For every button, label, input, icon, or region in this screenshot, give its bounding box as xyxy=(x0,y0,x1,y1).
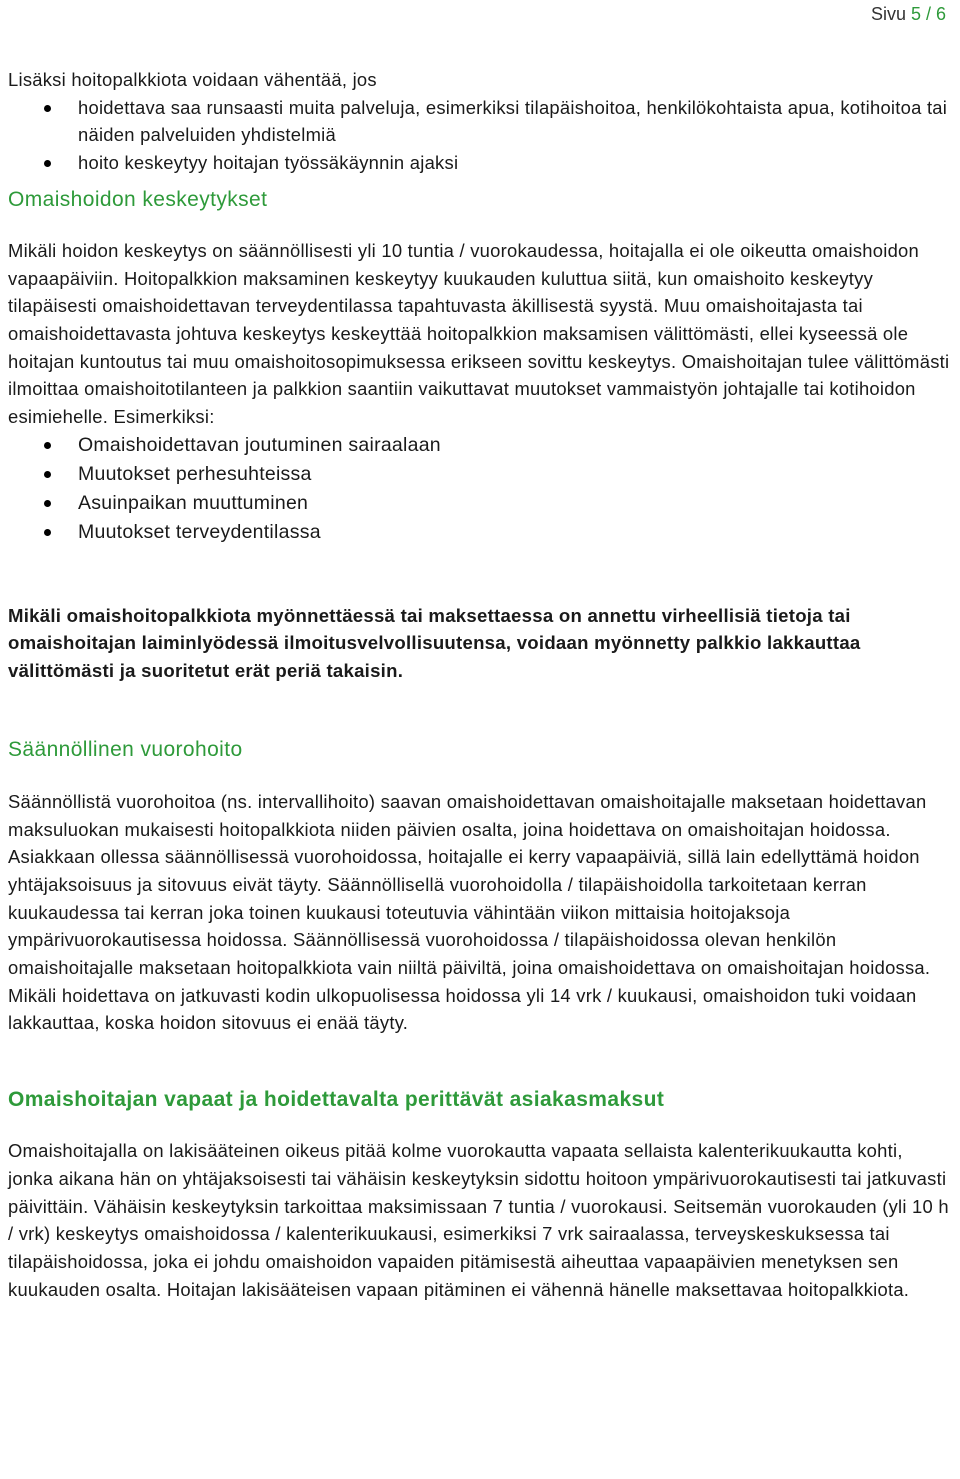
document-body xyxy=(8,66,952,1303)
page-number-value: 5 / 6 xyxy=(910,4,946,24)
section-heading-keskeytykset: Omaishoidon keskeytykset xyxy=(8,187,268,211)
warning-paragraph: Mikäli omaishoitopalkkiota myönnettäessä tai maksettaessa on annettu virheellisiä tietoja tai omaishoitajan laiminlyödessä ilmoitusvelvollisuutensa, voidaan myönnetty palkkio lakkauttaa välittömästi ja suoritetut erät periä takaisin. xyxy=(8,604,861,682)
intro-lead: Lisäksi hoitopalkkiota voidaan vähentää, jos xyxy=(8,69,377,90)
keskeytykset-list xyxy=(8,431,952,547)
list-item: Muutokset terveydentilassa xyxy=(8,518,952,547)
list-item: Asuinpaikan muuttuminen xyxy=(8,489,952,518)
page-label: Sivu xyxy=(870,4,911,24)
section-heading-vapaat: Omaishoitajan vapaat ja hoidettavalta perittävät asiakasmaksut xyxy=(8,1088,665,1112)
page-number xyxy=(871,2,946,26)
keskeytykset-paragraph: Mikäli hoidon keskeytys on säännöllisesti yli 10 tuntia / vuorokaudessa, hoitajalla ei ole oikeutta omaishoidon vapaapäiviin. Hoitopalkkion maksaminen keskeytyy kuukauden kuluttua siitä, kun omaishoito keskeytyy tilapäisesti omaishoidettavan terveydentilassa tapahtuvasta äkillisestä syystä. Muu omaishoitajasta tai omaishoidettavasta johtuva keskeytys keskeyttää hoitopalkkion maksamisen välittömästi, ellei kyseessä ole hoitajan kuntoutus tai muu omaishoitosopimuksessa erikseen sovittu keskeytys. Omaishoitajan tulee välittömästi ilmoittaa omaishoitotilanteen ja palkkion saantiin vaikuttavat muutokset vammaistyön johtajalle tai kotihoidon esimiehelle. Esimerkiksi: xyxy=(8,239,950,428)
list-item: Muutokset perhesuhteissa xyxy=(8,460,952,489)
list-item: hoito keskeytyy hoitajan työssäkäynnin ajaksi xyxy=(8,149,952,177)
section-heading-vuorohoito: Säännöllinen vuorohoito xyxy=(8,737,243,761)
vuorohoito-paragraph: Säännöllistä vuorohoitoa (ns. intervallihoito) saavan omaishoidettavan omaishoitajalle maksetaan hoidettavan maksuluokan mukaisesti hoitopalkkiota niiden päivien osalta, joina hoidettava on omaishoitajan hoidossa. Asiakkaan ollessa säännöllisessä vuorohoidossa, hoitajalle ei kerry vapaapäiviä, sillä lain edellyttämä hoidon yhtäjaksoisuus ja sitovuus eivät täyty. Säännöllisellä vuorohoidolla / tilapäishoidolla tarkoitetaan kerran kuukaudessa tai kerran joka toinen kuukausi toteutuvia vähintään viikon mittaisia hoitojaksoja ympärivuorokautisessa hoidossa. Säännöllisessä vuorohoidossa / tilapäishoidossa olevan henkilön omaishoitajalle maksetaan hoitopalkkiota vain niiltä päiviltä, joina omaishoidettava on omaishoitajan hoidossa. Mikäli hoidettava on jatkuvasti kodin ulkopuolisessa hoidossa yli 14 vrk / kuukausi, omaishoidon tuki voidaan lakkauttaa, koska hoidon sitovuus ei enää täyty. xyxy=(8,790,931,1034)
vapaat-paragraph: Omaishoitajalla on lakisääteinen oikeus pitää kolme vuorokautta vapaata sellaista kalenterikuukautta kohti, jonka aikana hän on yhtäjaksoisesti tai vähäisin keskeytyksin sidottu hoitoon ympärivuorokautisesti tai jatkuvasti päivittäin. Vähäisin keskeytyksin tarkoittaa maksimissaan 7 tuntia / vuorokausi. Seitsemän vuorokauden (yli 10 h / vrk) keskeytys omaishoidossa / kalenterikuukausi, esimerkiksi 7 vrk sairaalassa, terveyskeskuksessa tai tilapäishoidossa, joka ei johdu omaishoidon vapaiden pitämisestä aiheuttaa vapaapäivien menetyksen sen kuukauden osalta. Hoitajan lakisääteisen vapaan pitäminen ei vähennä hänelle maksettavaa hoitopalkkiota. xyxy=(8,1140,949,1300)
list-item: hoidettava saa runsaasti muita palveluja, esimerkiksi tilapäishoitoa, henkilökohtaista apua, kotihoitoa tai näiden palveluiden yhdistelmiä xyxy=(8,94,952,149)
list-item: Omaishoidettavan joutuminen sairaalaan xyxy=(8,431,952,460)
intro-list xyxy=(8,94,952,177)
